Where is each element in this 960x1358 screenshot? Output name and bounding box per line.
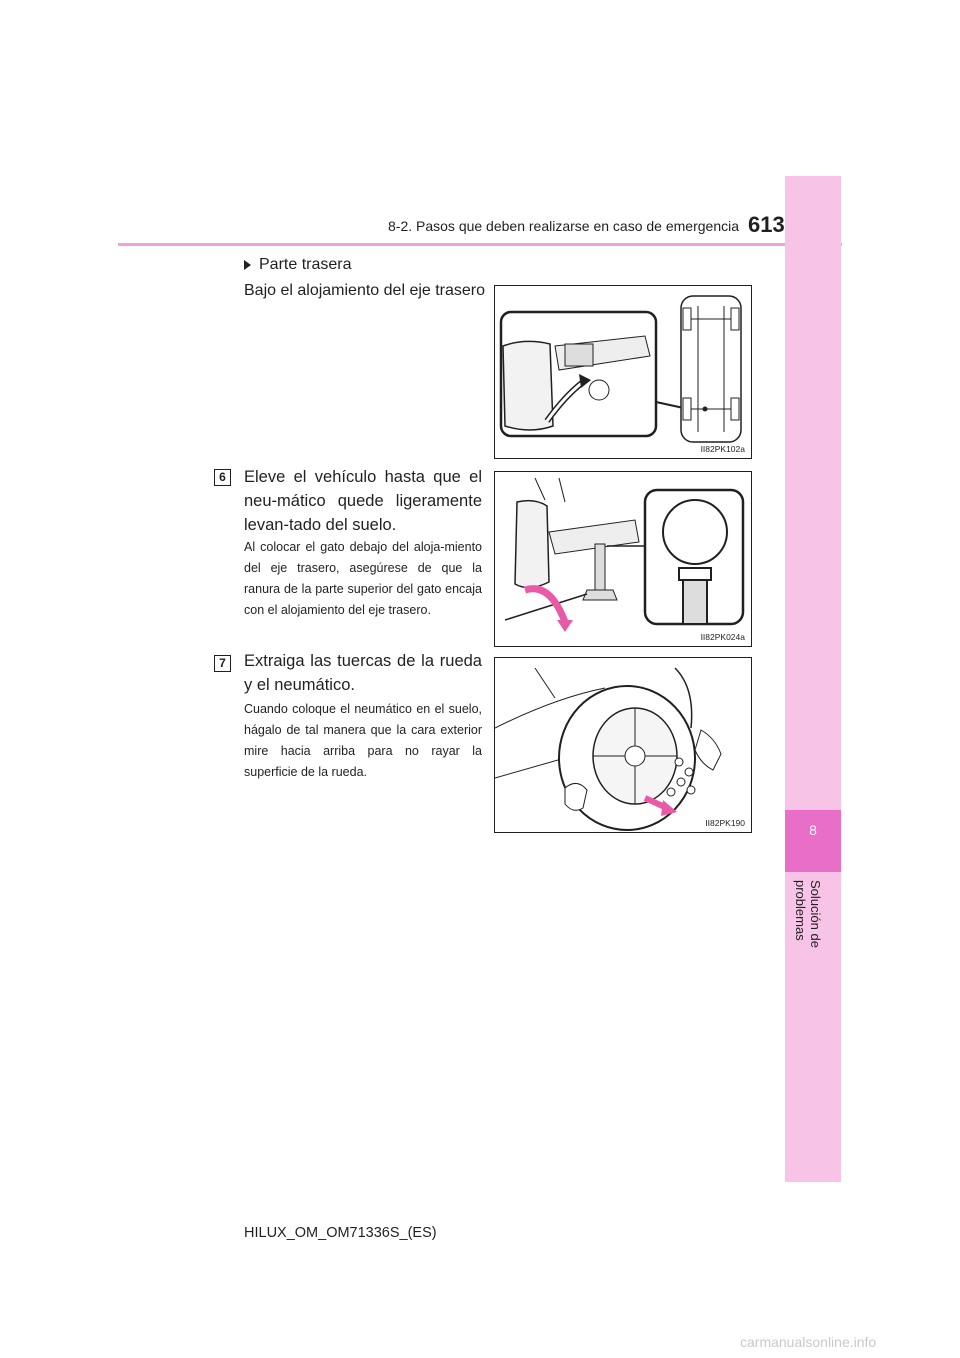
chapter-number: 8 [809,822,817,838]
figure-jack-placement [494,471,752,647]
header-divider [118,243,842,246]
chapter-tab-highlight [785,810,841,872]
watermark: carmanualsonline.info [740,1334,877,1350]
triangle-bullet-icon [244,260,251,270]
figure-wheel-removal [494,657,752,833]
step-note: Cuando coloque el neumático en el suelo, hágalo de tal manera que la cara exterior mire hacia arriba para no rayar la superficie de la rueda. [244,702,482,779]
section-title: 8-2. Pasos que deben realizarse en caso de emergencia [388,218,739,234]
step-title: Eleve el vehículo hasta que el neu-mático quede ligeramente levan-tado del suelo. [244,468,482,534]
subheading-text: Parte trasera [259,256,352,273]
chapter-side-tab [785,176,841,1182]
figure-code: II82PK024a [700,632,745,642]
step-note: Al colocar el gato debajo del aloja-miento del eje trasero, asegúrese de que la ranura de la parte superior del gato encaja con el alojamiento del eje trasero. [244,540,482,617]
step-number: 6 [214,469,231,486]
step-title: Extraiga las tuercas de la rueda y el neumático. [244,652,482,694]
lead-text: Bajo el alojamiento del eje trasero [244,282,486,299]
subheading [244,256,351,274]
figure-rear-axle-jack-point [494,285,752,459]
document-code: HILUX_OM_OM71336S_(ES) [244,1225,437,1241]
figure-code: II82PK102a [700,444,745,454]
page-number: 613 [748,212,785,237]
chapter-title: Solución de problemas [793,880,823,948]
figure-code: II82PK190 [705,818,745,828]
step-number: 7 [214,655,231,672]
